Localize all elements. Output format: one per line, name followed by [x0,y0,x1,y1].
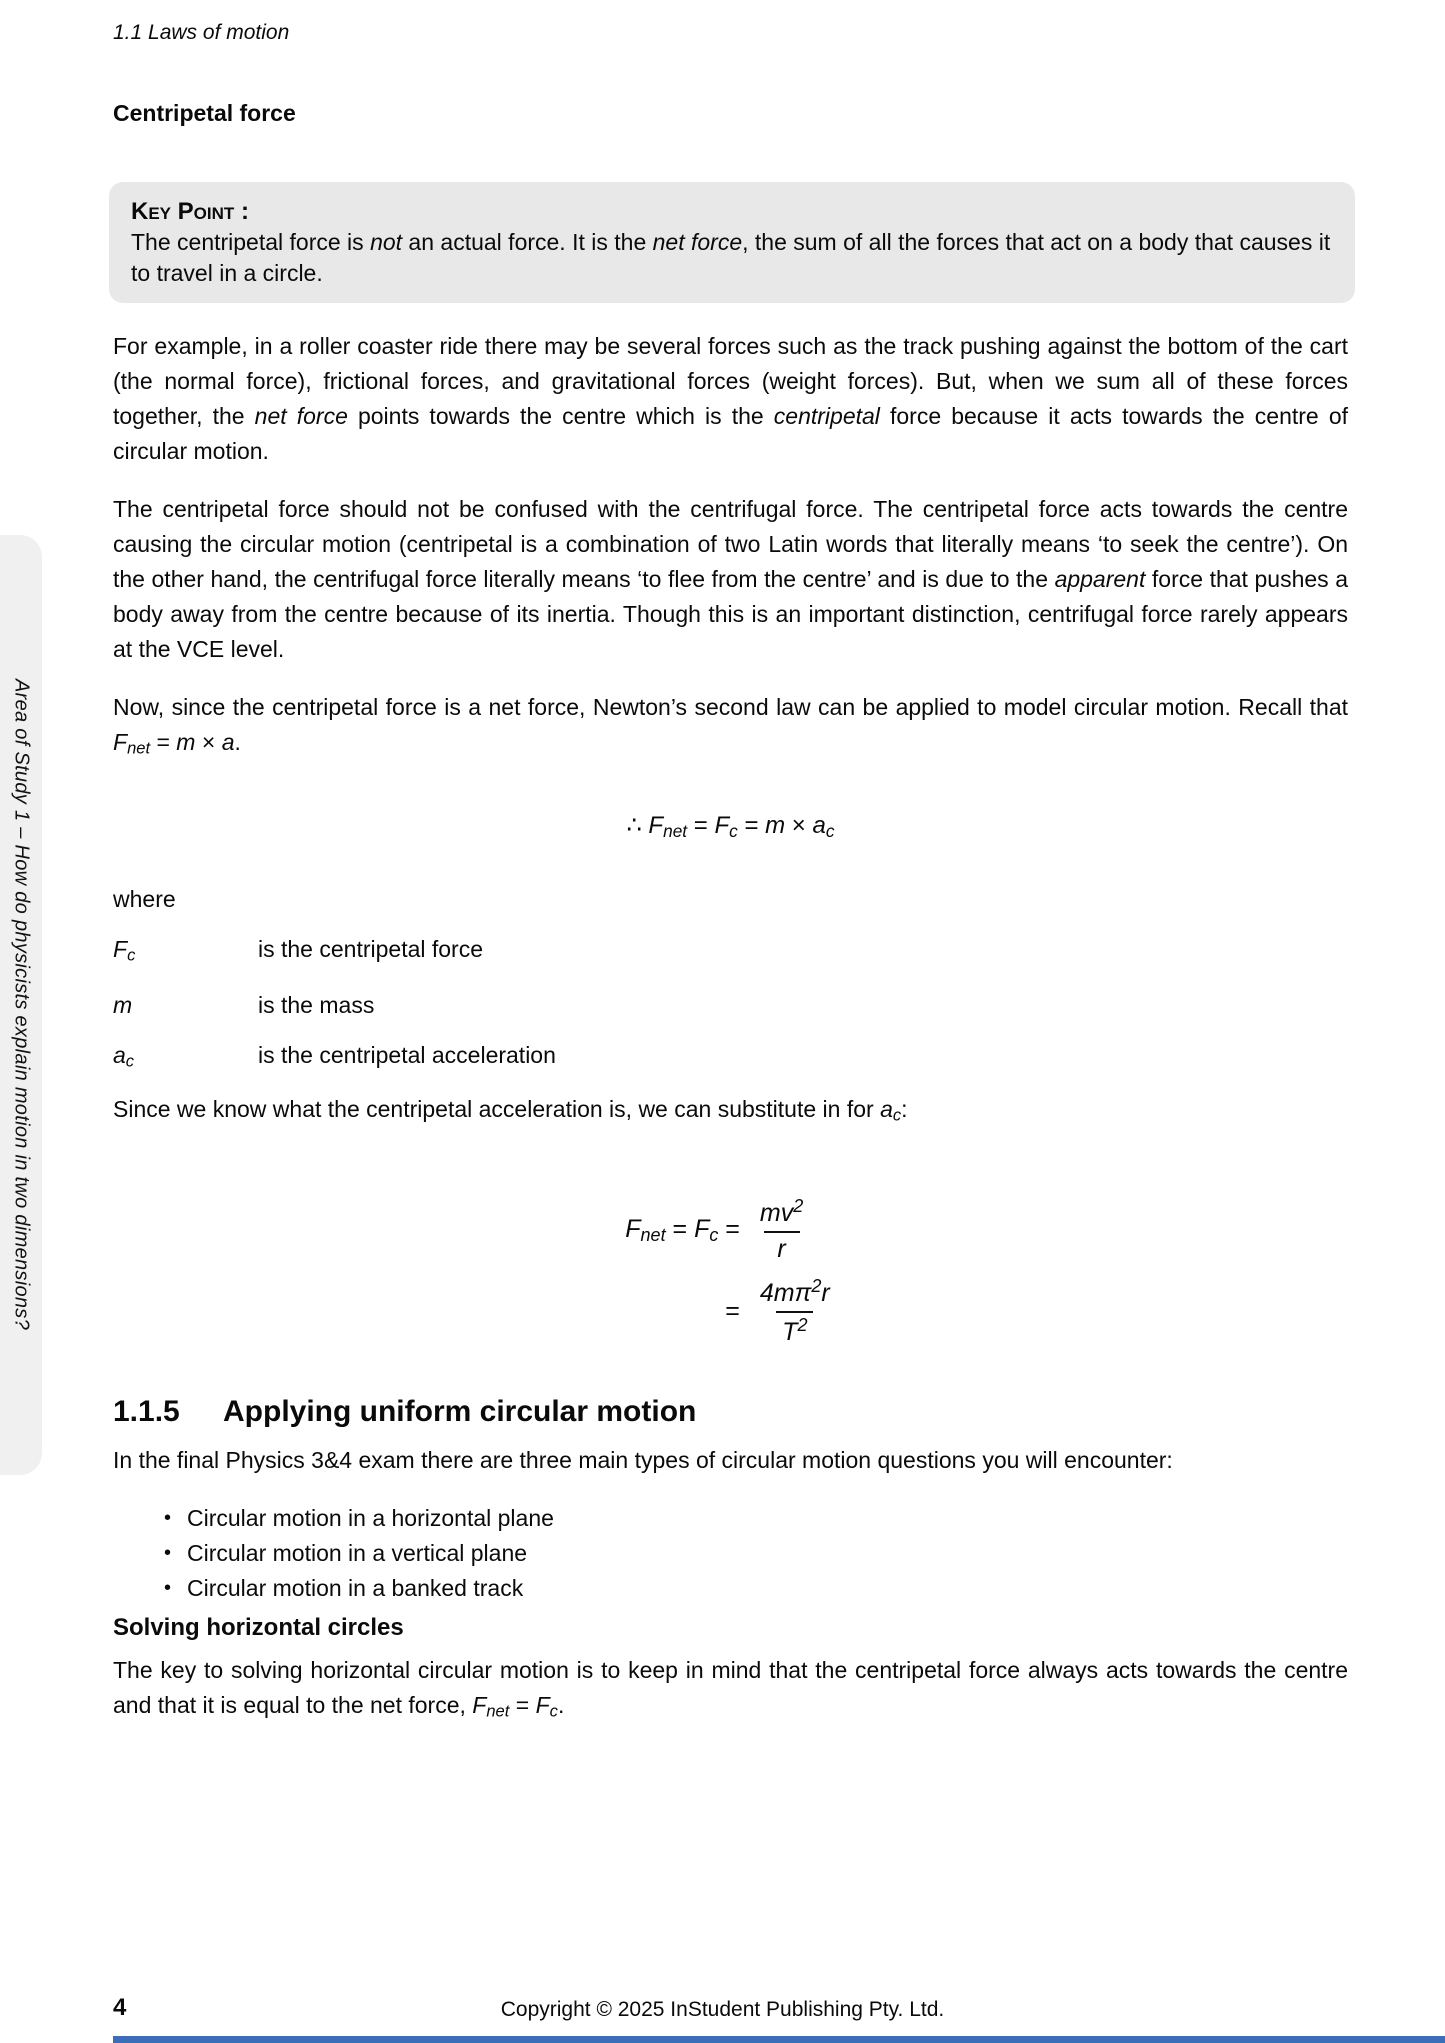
fraction-4mpi2r-over-t2 [754,1276,836,1347]
paragraph-newtons-second-law: Now, since the centripetal force is a net force, Newton’s second law can be applied to model circular motion. Recall that Fnet = m × a. [113,694,1348,758]
subsection-title: Applying uniform circular motion [223,1395,697,1429]
sub-heading-solving-horizontal-circles: Solving horizontal circles [113,1614,404,1642]
bullet-item-horizontal-plane: • Circular motion in a horizontal plane [113,1501,1348,1536]
definition-list [113,932,1348,1078]
paragraph-substitute-ac: Since we know what the centripetal acceleration is, we can substitute in for ac: [113,1095,908,1125]
bullet-list [113,1501,1348,1606]
fraction-numerator: $4m\pi^2r$ [759,1276,830,1308]
main-column [113,0,1348,1752]
equation-centripetal-force-fractions [113,1196,1348,1347]
fraction-denominator: $T^2$ [776,1311,813,1347]
fraction-numerator: $mv^2$ [759,1196,804,1228]
fraction-denominator: r [764,1231,800,1264]
fraction-mv2-over-r [754,1196,809,1264]
sidebar-tab-area-of-study [0,535,42,1475]
key-point-text: The centripetal force is not an actual force. It is the net force, the sum of all the forces that act on a body that causes it to travel in a circle. [131,229,1331,286]
sidebar-label: Area of Study 1 – How do physicists explain motion in two dimensions? [10,679,33,1331]
copyright-line: Copyright © 2025 InStudent Publishing Pty. Ltd. [500,1998,945,2021]
key-point-label: Key Point : [131,198,249,225]
equation-therefore-fnet: ∴ Fnet = Fc = m × ac [626,811,835,841]
section-heading: Centripetal force [113,100,296,126]
paragraph-horizontal-circles-key: The key to solving horizontal circular motion is to keep in mind that the centripetal force always acts towards the centre and that it is equal to the net force, Fnet = Fc. [113,1657,1348,1721]
bottom-accent-bar [113,2036,1445,2043]
running-head: 1.1 Laws of motion [113,21,290,44]
paragraph-centrifugal-distinction: The centripetal force should not be confused with the centrifugal force. The centripetal force acts towards the centre causing the circular motion (centripetal is a combination of two Latin words that literally means ‘to seek the centre’). On the other hand, the centrifugal force literally means ‘to flee from the centre’ and is due to the apparent force that pushes a body away from the centre because of its inertia. Though this is an important distinction, centrifugal force rarely appears at the VCE level. [113,496,1348,662]
page-number: 4 [113,1994,127,2021]
equation-equals-sign: = [725,1297,740,1326]
equation-lhs: Fnet = Fc = [625,1214,740,1245]
definition-term: ac [113,1042,135,1071]
bullet-item-banked-track: • Circular motion in a banked track [113,1571,1348,1606]
subsection-heading-115 [113,1393,1348,1431]
definition-term: m [113,992,133,1019]
definition-desc: is the mass [258,992,375,1019]
definition-desc: is the centripetal force [258,936,484,963]
paragraph-exam-question-types: In the final Physics 3&4 exam there are three main types of circular motion questions you will encounter: [113,1447,1173,1474]
bullet-item-vertical-plane: • Circular motion in a vertical plane [113,1536,1348,1571]
definition-desc: is the centripetal acceleration [258,1042,556,1069]
subsection-number: 1.1.5 [113,1395,180,1429]
definition-term: Fc [113,936,136,966]
where-label: where [113,886,176,913]
paragraph-roller-coaster-example: For example, in a roller coaster ride there may be several forces such as the track pushing against the bottom of the cart (the normal force), frictional forces, and gravitational forces (weight forces). But, when we sum all of these forces together, the net force points towards the centre which is the centripetal force because it acts towards the centre of circular motion. [113,333,1348,464]
definition-row-fc [113,932,1348,973]
definition-row-m [113,988,1348,1023]
definition-row-ac [113,1038,1348,1079]
key-point-box [109,182,1355,303]
